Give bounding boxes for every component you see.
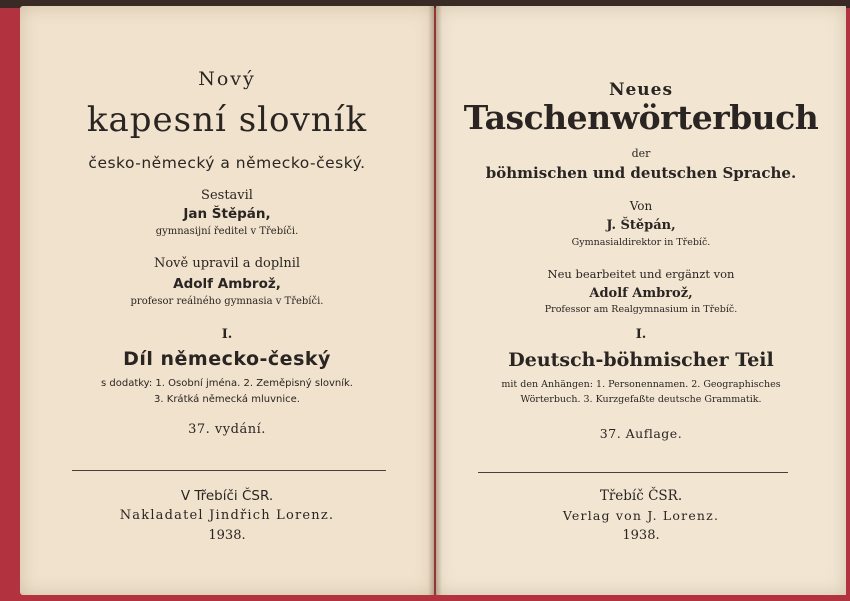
- right-part-number: I.: [635, 327, 647, 342]
- right-revised-label: Neu bearbeitet und ergänzt von: [547, 267, 735, 281]
- left-supplements-line2: 3. Krátká německá mluvnice.: [154, 394, 300, 405]
- left-main-title: kapesní slovník: [86, 100, 368, 140]
- right-author1-name: J. Štěpán,: [606, 218, 676, 233]
- right-author1-position: Gymnasialdirektor in Třebíč.: [571, 237, 711, 248]
- left-divider: [72, 470, 386, 471]
- left-novy: Nový: [198, 68, 256, 90]
- left-author1-name: Jan Štěpán,: [183, 206, 271, 222]
- left-compiled-by-label: Sestavil: [201, 188, 253, 203]
- right-main-title: Taschenwörterbuch: [463, 98, 819, 137]
- left-year: 1938.: [208, 528, 246, 543]
- left-author1-position: gymnasijní ředitel v Třebíči.: [155, 226, 299, 237]
- left-part-number: I.: [221, 327, 233, 342]
- left-author2-name: Adolf Ambrož,: [173, 276, 281, 292]
- right-part-title: Deutsch-böhmischer Teil: [508, 349, 774, 371]
- right-author2-name: Adolf Ambrož,: [589, 286, 693, 301]
- book-gutter: [428, 6, 442, 595]
- left-author2-position: profesor reálného gymnasia v Třebíči.: [130, 296, 324, 307]
- left-edition: 37. vydání.: [188, 422, 266, 437]
- left-supplements-line1: s dodatky: 1. Osobní jména. 2. Zeměpisný slovník.: [101, 378, 353, 389]
- left-revised-label: Nově upravil a doplnil: [153, 256, 301, 271]
- right-title-page: [436, 6, 846, 595]
- left-part-title: Díl německo-český: [123, 348, 331, 370]
- left-subtitle: česko-německý a německo-český.: [88, 154, 366, 172]
- left-title-page: [20, 6, 434, 595]
- right-neues: Neues: [608, 80, 674, 100]
- right-year: 1938.: [622, 528, 660, 543]
- left-publisher: Nakladatel Jindřich Lorenz.: [119, 508, 335, 523]
- right-subtitle: böhmischen und deutschen Sprache.: [485, 164, 797, 182]
- right-der: der: [631, 147, 651, 160]
- right-edition: 37. Auflage.: [599, 426, 683, 441]
- right-place: Třebíč ČSR.: [599, 488, 683, 504]
- right-supplements-line2: Wörterbuch. 3. Kurzgefaßte deutsche Grammatik.: [520, 394, 762, 405]
- right-publisher: Verlag von J. Lorenz.: [562, 508, 720, 523]
- left-place: V Třebíči ČSR.: [180, 488, 274, 504]
- right-von: Von: [629, 199, 653, 213]
- right-divider: [478, 472, 788, 473]
- right-author2-position: Professor am Realgymnasium in Třebíč.: [544, 304, 738, 315]
- right-supplements-line1: mit den Anhängen: 1. Personennamen. 2. Geographisches: [501, 379, 781, 390]
